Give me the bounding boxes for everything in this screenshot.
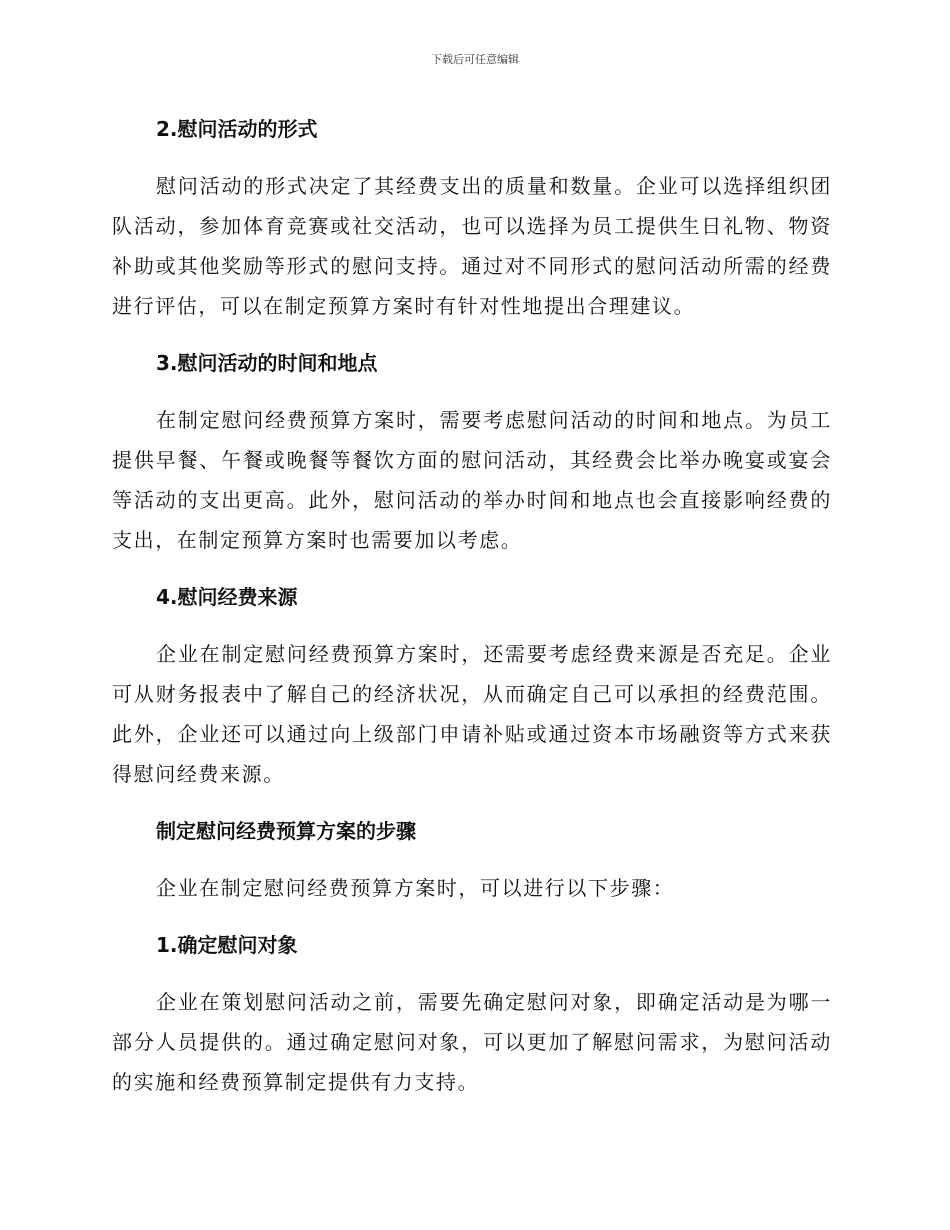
section-title-steps: 制定慰问经费预算方案的步骤 (156, 819, 416, 843)
section-body-target: 企业在策划慰问活动之前，需要先确定慰问对象，即确定活动是为哪一部分人员提供的。通过确定慰问对象，可以更加了解慰问需求，为慰问活动的实施和经费预算制定提供有力支持。 (112, 990, 832, 1094)
section-body-source: 企业在制定慰问经费预算方案时，还需要考虑经费来源是否充足。企业可从财务报表中了解自己的经济状况，从而确定自己可以承担的经费范围。此外，企业还可以通过向上级部门申请补贴或通过资本市场融资等方式来获得慰问经费来源。 (112, 642, 832, 786)
section-title-source: 4.慰问经费来源 (156, 585, 298, 609)
section-title-form: 2.慰问活动的形式 (156, 117, 318, 141)
section-title-target: 1.确定慰问对象 (156, 933, 298, 957)
section-body-form: 慰问活动的形式决定了其经费支出的质量和数量。企业可以选择组织团队活动，参加体育竞赛或社交活动，也可以选择为员工提供生日礼物、物资补助或其他奖励等形式的慰问支持。通过对不同形式的慰问活动所需的经费进行评估，可以在制定预算方案时有针对性地提出合理建议。 (112, 174, 832, 318)
page-header-note: 下载后可任意编辑 (431, 53, 519, 66)
section-body-steps: 企业在制定慰问经费预算方案时，可以进行以下步骤： (156, 876, 675, 900)
document-body (112, 110, 832, 1120)
section-body-time-place: 在制定慰问经费预算方案时，需要考虑慰问活动的时间和地点。为员工提供早餐、午餐或晚餐等餐饮方面的慰问活动，其经费会比举办晚宴或宴会等活动的支出更高。此外，慰问活动的举办时间和地点也会直接影响经费的支出，在制定预算方案时也需要加以考虑。 (112, 408, 832, 552)
section-title-time-place: 3.慰问活动的时间和地点 (156, 351, 378, 375)
